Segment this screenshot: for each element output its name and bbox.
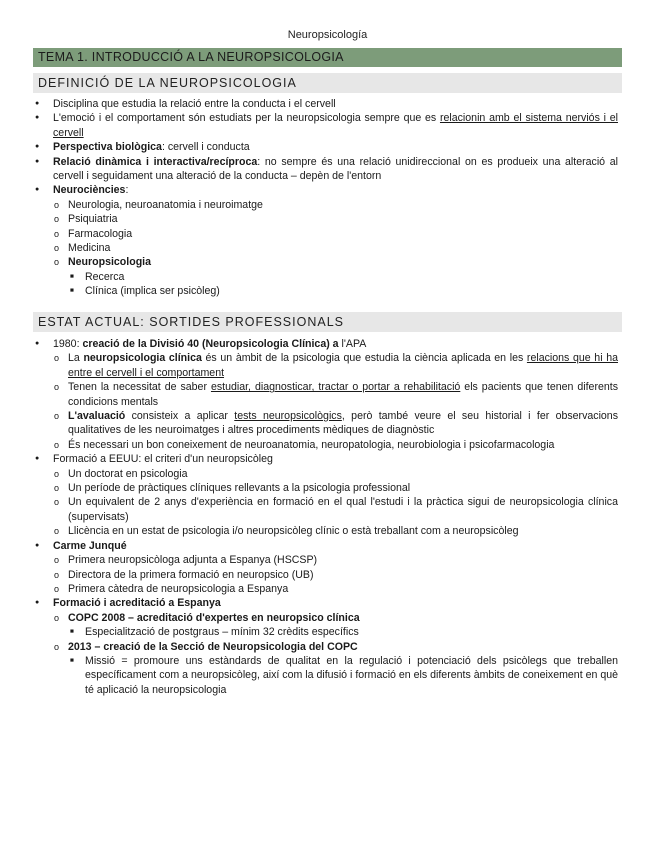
sub-sub-list-item: ■ Missió = promoure uns estàndards de qualitat en la regulació i potenciació dels psicòlegs que treballen específicament com a neuropsicòleg, així com la difusió i formació en els diferents àmbits de coneixement en què té aplicació la neuropsicologia [68, 654, 618, 697]
list-item: ● Formació a EEUU: el criteri d'un neuropsicòleg o Un doctorat en psicologia o Un període de pràctiques clíniques rellevants a la psicologia professional o Un equivalent de 2 anys d'experiència en formació en el qual l'estudi i la pràctica sigui de neuropsicologia clínica (supervisats) o Llicència en un estat de psicologia i/o neuropsicòleg clínic o està treballant com a neuropsicòleg [33, 452, 618, 538]
sub-list-item: o La neuropsicologia clínica és un àmbit de la psicologia que estudia la ciència aplicada en les relacions que hi ha entre el cervell i el comportament [54, 351, 618, 380]
page-header: Neuropsicología [287, 29, 368, 41]
list-item: ● Perspectiva biològica: cervell i conducta [33, 140, 618, 154]
sub-list-item: o 2013 – creació de la Secció de Neuropsicologia del COPC ■ Missió = promoure uns estàndards de qualitat en la regulació i potenciació dels psicòlegs que treballen específicament com a neuropsicòleg, així com la difusió i formació en els diferents àmbits de coneixement en què té aplicació la neuropsicologia [54, 640, 618, 698]
list-item: ● 1980: creació de la Divisió 40 (Neuropsicologia Clínica) a l'APA o La neuropsicologia clínica és un àmbit de la psicologia que estudia la ciència aplicada en les relacions que hi ha entre el cervell i el comportament o Tenen la necessitat de saber estudiar, diagnosticar, tractar o portar a rehabilitació els pacients que tenen diferents condicions mentals o L'avaluació consisteix a aplicar tests neuropsicològics, però també veure el seu historial i fer observacions qualitatives de les neuroimatges i altres procediments mèdiques de diagnòstic o És necessari un bon coneixement de neuroanatomia, neuropatologia, neurobiologia i psicofarmacologia [33, 337, 618, 452]
sub-list-item: o Llicència en un estat de psicologia i/o neuropsicòleg clínic o està treballant com a neuropsicòleg [54, 524, 618, 538]
list-item: ● Formació i acreditació a Espanya o COPC 2008 – acreditació d'expertes en neuropsico clínica ■ Especialització de postgraus – mínim 32 crèdits específics o 2013 – creació de la Secció de Neuropsicologia del COPC ■ Missió = promoure uns estàndards de qualitat en la regulació i potenciació dels psicòlegs que treballen específicament com a neuropsicòleg, així com la difusió i formació en els diferents àmbits de coneixement en què té aplicació la neuropsicologia [33, 596, 618, 697]
sub-sub-list-item: ■ Clínica (implica ser psicòleg) [68, 284, 618, 298]
sub-list-item: o Medicina [54, 241, 618, 255]
list-item: ● Neurociències: o Neurologia, neuroanatomia i neuroimatge o Psiquiatria o Farmacologia o Medicina o Neuropsicologia ■ Recerca ■ Clínica (implica ser psicòleg) [33, 183, 618, 298]
sub-list-item: o És necessari un bon coneixement de neuroanatomia, neuropatologia, neurobiologia i psicofarmacologia [54, 438, 618, 452]
sub-list-item: o Neurologia, neuroanatomia i neuroimatge [54, 198, 618, 212]
sub-list-item: o Tenen la necessitat de saber estudiar, diagnosticar, tractar o portar a rehabilitació els pacients que tenen diferents condicions mentals [54, 380, 618, 409]
section-heading-definition: DEFINICIÓ DE LA NEUROPSICOLOGIA [33, 73, 622, 93]
sub-list-item: o Un equivalent de 2 anys d'experiència en formació en el qual l'estudi i la pràctica sigui de neuropsicologia clínica (supervisats) [54, 495, 618, 524]
sub-list-item: o Primera neuropsicòloga adjunta a Espanya (HSCSP) [54, 553, 618, 567]
section-heading-current-state: ESTAT ACTUAL: SORTIDES PROFESSIONALS [33, 312, 622, 332]
sub-list-item: o Un doctorat en psicologia [54, 467, 618, 481]
definition-list [33, 97, 618, 299]
sub-list-item: o Un període de pràctiques clíniques rellevants a la psicologia professional [54, 481, 618, 495]
list-item: ● L'emoció i el comportament són estudiats per la neuropsicologia sempre que es relacionin amb el sistema nerviós i el cervell [33, 111, 618, 140]
sub-sub-list-item: ■ Recerca [68, 270, 618, 284]
sub-list-item: o Neuropsicologia ■ Recerca ■ Clínica (implica ser psicòleg) [54, 255, 618, 298]
sub-list-item: o Primera càtedra de neuropsicologia a Espanya [54, 582, 618, 596]
current-state-list [33, 337, 618, 697]
list-item: ● Relació dinàmica i interactiva/recíproca: no sempre és una relació unidireccional on es produeix una alteració al cervell i seguidament una alteració de la conducta – depèn de l'entorn [33, 155, 618, 184]
sub-list-item: o COPC 2008 – acreditació d'expertes en neuropsico clínica ■ Especialització de postgraus – mínim 32 crèdits específics [54, 611, 618, 640]
sub-list-item: o Directora de la primera formació en neuropsico (UB) [54, 568, 618, 582]
chapter-title: TEMA 1. INTRODUCCIÓ A LA NEUROPSICOLOGIA [33, 48, 622, 67]
sub-list-item: o L'avaluació consisteix a aplicar tests neuropsicològics, però també veure el seu historial i fer observacions qualitatives de les neuroimatges i altres procediments mèdiques de diagnòstic [54, 409, 618, 438]
sub-list-item: o Psiquiatria [54, 212, 618, 226]
sub-list-item: o Farmacologia [54, 227, 618, 241]
sub-sub-list-item: ■ Especialització de postgraus – mínim 32 crèdits específics [68, 625, 618, 639]
list-item: ● Disciplina que estudia la relació entre la conducta i el cervell [33, 97, 618, 111]
list-item: ● Carme Junqué o Primera neuropsicòloga adjunta a Espanya (HSCSP) o Directora de la primera formació en neuropsico (UB) o Primera càtedra de neuropsicologia a Espanya [33, 539, 618, 597]
